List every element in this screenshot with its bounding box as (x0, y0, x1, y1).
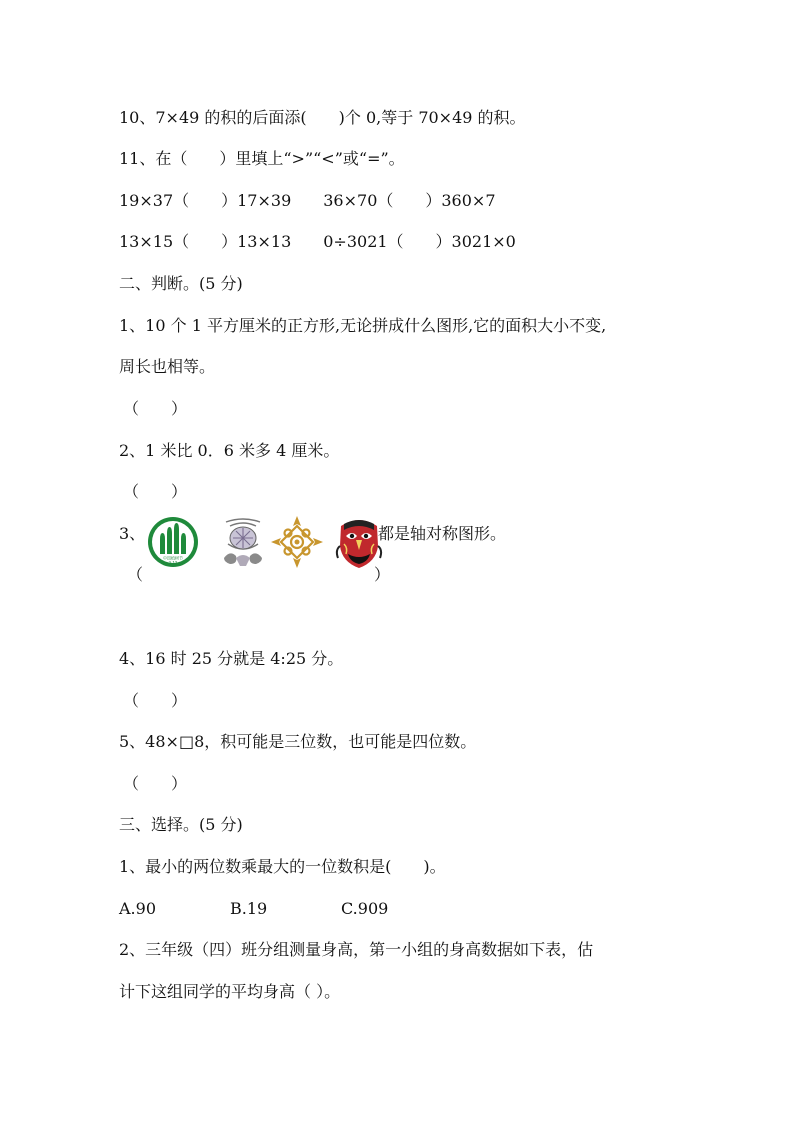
ornamental-crest-icon (216, 514, 270, 570)
svg-text:3.12: 3.12 (168, 560, 178, 566)
judge-3-figures (146, 514, 378, 574)
compare-row-1: 19×37（ ）17×39 36×70（ ）360×7 (119, 191, 496, 210)
judge-1-line-2: 周长也相等。 (119, 357, 216, 376)
opera-mask-icon (332, 514, 386, 570)
svg-text:中国植树节: 中国植树节 (163, 555, 183, 561)
judge-5: 5、48×□8，积可能是三位数，也可能是四位数。 (119, 732, 477, 751)
choice-1: 1、最小的两位数乘最大的一位数积是( )。 (119, 857, 446, 876)
choice-1-option-b: B.19 (230, 899, 268, 918)
judge-2-answer-paren: （ ） (123, 482, 188, 501)
judge-1-line-1: 1、10 个 1 平方厘米的正方形,无论拼成什么图形,它的面积大小不变, (119, 316, 607, 335)
judge-5-answer-paren: （ ） (123, 774, 188, 793)
choice-1-option-a: A.90 (119, 899, 156, 918)
judge-3-text: 都是轴对称图形。 (378, 524, 507, 543)
choice-2-line-2: 计下这组同学的平均身高（ ）。 (119, 982, 341, 1001)
judge-4: 4、16 时 25 分就是 4:25 分。 (119, 649, 344, 668)
question-11: 11、在（ ）里填上“>”“<”或“=”。 (119, 149, 405, 168)
choice-2-line-1: 2、三年级（四）班分组测量身高，第一小组的身高数据如下表，估 (119, 940, 594, 959)
question-10: 10、7×49 的积的后面添( )个 0,等于 70×49 的积。 (119, 108, 526, 127)
choice-1-option-c: C.909 (341, 899, 389, 918)
arbor-day-logo-icon (146, 514, 200, 570)
compare-row-2: 13×15（ ）13×13 0÷3021（ ）3021×0 (119, 232, 516, 251)
section-2-title: 二、判断。(5 分) (119, 274, 243, 293)
judge-1-answer-paren: （ ） (123, 399, 188, 418)
section-3-title: 三、选择。(5 分) (119, 815, 243, 834)
golden-knot-ornament-icon (270, 514, 324, 570)
judge-4-answer-paren: （ ） (123, 691, 188, 710)
judge-3-prefix: 3、 (119, 524, 146, 543)
judge-2: 2、1 米比 0．6 米多 4 厘米。 (119, 441, 340, 460)
judge-3-paren-right: ） (374, 565, 391, 584)
judge-3-paren-left: （ (127, 565, 144, 584)
